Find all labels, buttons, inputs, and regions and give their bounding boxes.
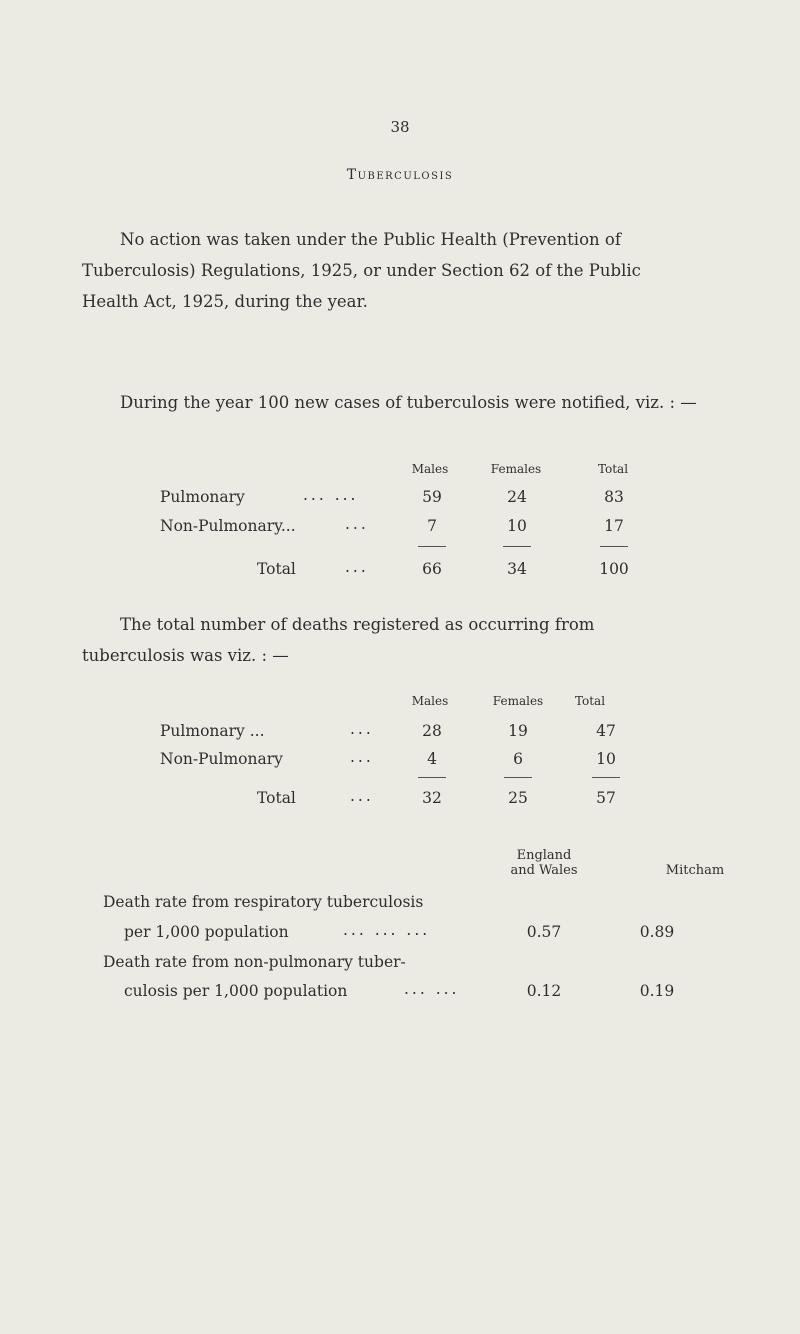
cases-total-dots: ... [345, 558, 369, 576]
rates-row-nonpulmonary-line1: Death rate from non-pulmonary tuber- [103, 953, 406, 971]
deaths-rule-total [592, 777, 620, 778]
paragraph-new-cases [82, 387, 702, 418]
paragraph-regulations-text: No action was taken under the Public Health (Prevention of Tuberculosis) Regulations, 1925, or under Section 62 of the Public Health Act, 1925, during the year. [82, 230, 641, 311]
cases-total-label: Total [257, 560, 296, 578]
deaths-row-pulmonary-dots: ... [350, 720, 374, 738]
cases-row-nonpulmonary-label: Non-Pulmonary... [160, 517, 296, 535]
cases-row-nonpulmonary-total: 17 [604, 517, 624, 535]
cases-row-pulmonary-label: Pulmonary [160, 488, 245, 506]
rates-row-nonpulmonary-dots: ... ... [404, 980, 460, 998]
rates-row-respiratory-dots: ... ... ... [343, 921, 431, 939]
rates-header-england: England and Wales [510, 848, 578, 878]
cases-row-nonpulmonary-dots: ... [345, 515, 369, 533]
cases-total-males: 66 [422, 560, 442, 578]
deaths-total-females: 25 [508, 789, 528, 807]
cases-row-pulmonary-total: 83 [604, 488, 624, 506]
rates-header-mitcham: Mitcham [665, 863, 725, 878]
cases-total-females: 34 [507, 560, 527, 578]
paragraph-deaths-text: The total number of deaths registered as occurring from tuberculosis was viz. : — [82, 615, 595, 665]
cases-row-nonpulmonary-females: 10 [507, 517, 527, 535]
deaths-row-pulmonary-females: 19 [508, 722, 528, 740]
deaths-total-label: Total [257, 789, 296, 807]
cases-header-total: Total [597, 462, 629, 476]
deaths-row-nonpulmonary-males: 4 [427, 750, 437, 768]
deaths-row-pulmonary-total: 47 [596, 722, 616, 740]
deaths-total-total: 57 [596, 789, 616, 807]
paragraph-new-cases-text: During the year 100 new cases of tuberculosis were notified, viz. : — [120, 393, 697, 412]
deaths-header-females: Females [492, 694, 544, 708]
deaths-row-pulmonary-males: 28 [422, 722, 442, 740]
paragraph-deaths [82, 609, 702, 671]
deaths-row-nonpulmonary-label: Non-Pulmonary [160, 750, 283, 768]
rates-row-respiratory-mitcham: 0.89 [639, 923, 675, 941]
cases-header-males: Males [411, 462, 449, 476]
deaths-row-nonpulmonary-total: 10 [596, 750, 616, 768]
deaths-total-dots: ... [350, 787, 374, 805]
cases-rule-males [418, 546, 446, 547]
deaths-rule-females [504, 777, 532, 778]
deaths-total-males: 32 [422, 789, 442, 807]
rates-row-respiratory-line2: per 1,000 population [124, 923, 289, 941]
rates-row-nonpulmonary-mitcham: 0.19 [639, 982, 675, 1000]
rates-row-respiratory-england: 0.57 [526, 923, 562, 941]
deaths-rule-males [418, 777, 446, 778]
rates-row-respiratory-line1: Death rate from respiratory tuberculosis [103, 893, 424, 911]
page-number: 38 [390, 118, 410, 136]
deaths-row-pulmonary-label: Pulmonary ... [160, 722, 265, 740]
rates-row-nonpulmonary-england: 0.12 [526, 982, 562, 1000]
section-title: Tuberculosis [346, 167, 454, 183]
paragraph-regulations [82, 224, 702, 317]
rates-row-nonpulmonary-line2: culosis per 1,000 population [124, 982, 348, 1000]
cases-rule-females [503, 546, 531, 547]
cases-row-pulmonary-females: 24 [507, 488, 527, 506]
cases-row-pulmonary-males: 59 [422, 488, 442, 506]
deaths-header-total: Total [574, 694, 606, 708]
deaths-header-males-label: Males [411, 694, 449, 708]
cases-row-pulmonary-dots: ... ... [303, 486, 359, 504]
cases-rule-total [600, 546, 628, 547]
deaths-row-nonpulmonary-females: 6 [513, 750, 523, 768]
cases-header-females: Females [490, 462, 542, 476]
cases-total-total: 100 [599, 560, 629, 578]
deaths-row-nonpulmonary-dots: ... [350, 748, 374, 766]
cases-row-nonpulmonary-males: 7 [427, 517, 437, 535]
